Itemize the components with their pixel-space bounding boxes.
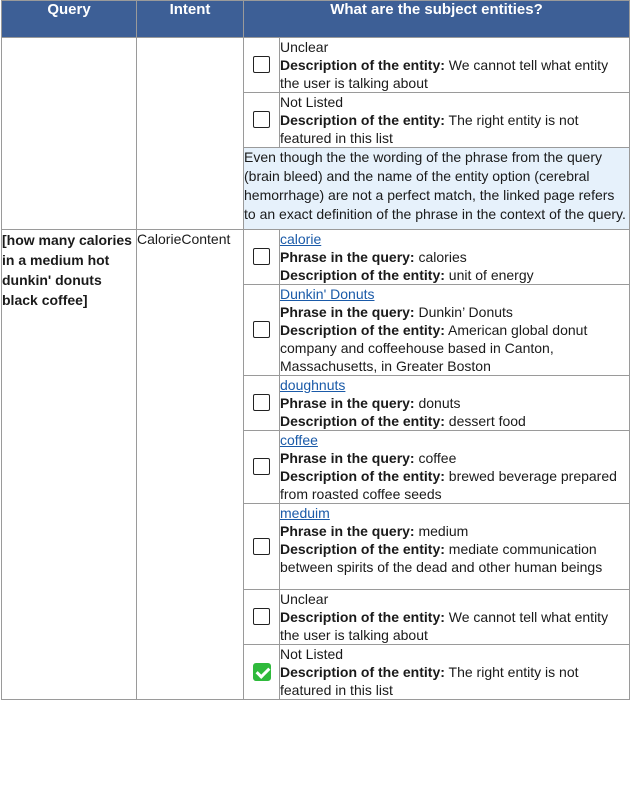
checkbox-cell <box>244 38 280 93</box>
description-label: Description of the entity: <box>280 322 445 338</box>
entity-checkbox-coffee[interactable] <box>253 458 270 475</box>
phrase-label: Phrase in the query: <box>280 523 415 539</box>
unclear-checkbox[interactable] <box>253 608 270 625</box>
intent-cell-empty <box>137 38 244 230</box>
option-description: We cannot tell what entity the user is talking about <box>280 609 609 643</box>
table-row <box>2 38 630 93</box>
option-description: We cannot tell what entity the user is talking about <box>280 57 609 91</box>
description-label: Description of the entity: <box>280 413 445 429</box>
not-listed-option <box>280 645 630 700</box>
entity-link-dunkin-donuts[interactable]: Dunkin' Donuts <box>280 286 375 302</box>
description-label: Description of the entity: <box>280 267 445 283</box>
entity-link-coffee[interactable]: coffee <box>280 432 318 448</box>
query-text: [how many calories in a medium hot dunkin' donuts black coffee] <box>2 230 137 700</box>
entity-option-meduim <box>280 504 630 590</box>
phrase-label: Phrase in the query: <box>280 395 415 411</box>
option-title: Not Listed <box>280 94 344 110</box>
entity-checkbox-dunkin-donuts[interactable] <box>253 321 270 338</box>
phrase-value: donuts <box>418 395 461 411</box>
phrase-label: Phrase in the query: <box>280 304 415 320</box>
checkbox-cell <box>244 504 280 590</box>
entity-link-meduim[interactable]: meduim <box>280 505 330 521</box>
phrase-value: medium <box>418 523 469 539</box>
entity-option-doughnuts <box>280 376 630 431</box>
option-description: brewed beverage prepared from roasted coffee seeds <box>280 468 617 502</box>
description-label: Description of the entity: <box>280 609 445 625</box>
query-column-header: Query <box>2 1 137 38</box>
checkbox-cell <box>244 285 280 376</box>
description-label: Description of the entity: <box>280 468 445 484</box>
checkbox-cell <box>244 645 280 700</box>
entity-link-calorie[interactable]: calorie <box>280 231 322 247</box>
entity-link-doughnuts[interactable]: doughnuts <box>280 377 346 393</box>
description-label: Description of the entity: <box>280 112 445 128</box>
phrase-label: Phrase in the query: <box>280 249 415 265</box>
phrase-value: coffee <box>418 450 457 466</box>
entity-option-coffee <box>280 431 630 504</box>
description-label: Description of the entity: <box>280 541 445 557</box>
not-listed-checkbox[interactable] <box>253 111 270 128</box>
table-header-row <box>2 1 630 38</box>
option-title: Unclear <box>280 39 329 55</box>
checkbox-cell <box>244 230 280 285</box>
option-description: The right entity is not featured in this list <box>280 664 579 698</box>
phrase-value: calories <box>418 249 467 265</box>
checkbox-cell <box>244 376 280 431</box>
unclear-option <box>280 38 630 93</box>
unclear-checkbox[interactable] <box>253 56 270 73</box>
checkbox-cell <box>244 590 280 645</box>
not-listed-option <box>280 93 630 148</box>
option-title: Not Listed <box>280 646 344 662</box>
unclear-option <box>280 590 630 645</box>
table-row <box>2 230 630 285</box>
not-listed-checkbox-checked[interactable] <box>253 663 271 681</box>
entity-option-calorie <box>280 230 630 285</box>
option-description: The right entity is not featured in this list <box>280 112 579 146</box>
option-description: unit of energy <box>448 267 534 283</box>
checkbox-cell <box>244 93 280 148</box>
description-label: Description of the entity: <box>280 57 445 73</box>
intent-column-header: Intent <box>137 1 244 38</box>
description-label: Description of the entity: <box>280 664 445 680</box>
query-cell-empty <box>2 38 137 230</box>
entity-option-dunkin-donuts <box>280 285 630 376</box>
option-description: American global donut company and coffeehouse based in Canton, Massachusetts, in Greater Boston <box>280 322 588 374</box>
intent-text: CalorieContent <box>137 230 244 700</box>
explanation-note: Even though the the wording of the phrase from the query (brain bleed) and the name of the entity option (cerebral hemorrhage) are not a perfect match, the linked page refers to an exact definition of the phrase in the context of the query. <box>244 148 630 230</box>
phrase-label: Phrase in the query: <box>280 450 415 466</box>
option-description: dessert food <box>448 413 526 429</box>
entity-rating-table <box>1 0 630 700</box>
entity-checkbox-doughnuts[interactable] <box>253 394 270 411</box>
entity-checkbox-meduim[interactable] <box>253 538 270 555</box>
phrase-value: Dunkin’ Donuts <box>418 304 513 320</box>
entities-column-header: What are the subject entities? <box>244 1 630 38</box>
option-title: Unclear <box>280 591 329 607</box>
option-description: mediate communication between spirits of the dead and other human beings <box>280 541 603 575</box>
entity-checkbox-calorie[interactable] <box>253 248 270 265</box>
checkbox-cell <box>244 431 280 504</box>
